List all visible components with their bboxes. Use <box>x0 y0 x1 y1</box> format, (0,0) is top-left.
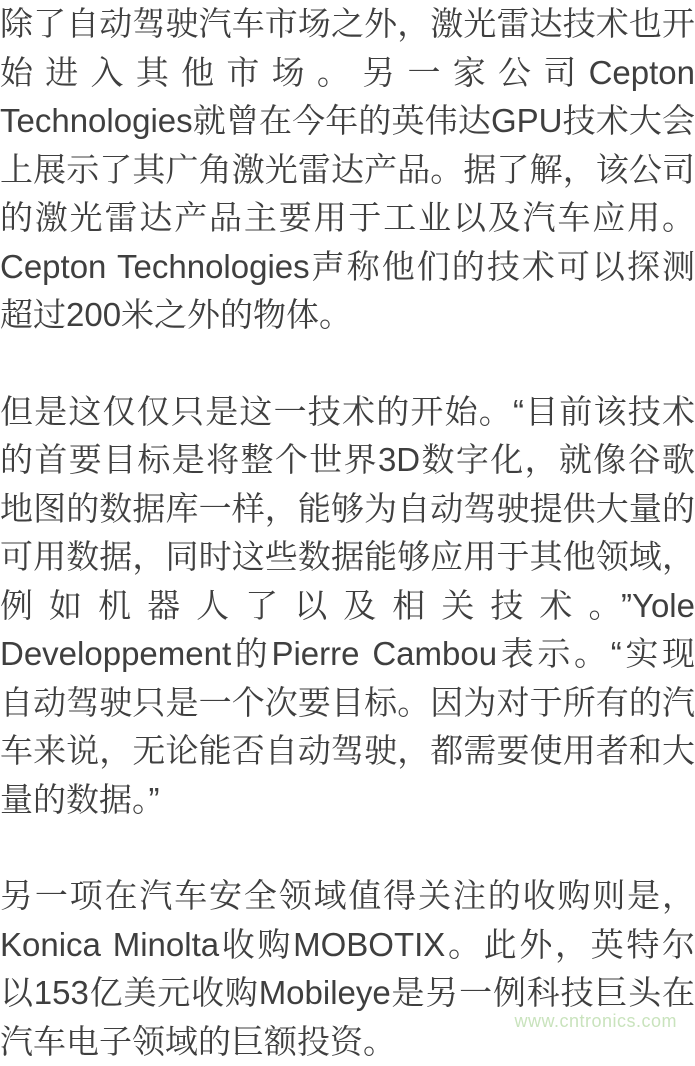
paragraph: 除了自动驾驶汽车市场之外，激光雷达技术也开始进入其他市场。另一家公司Cepton Technologies就曾在今年的英伟达GPU技术大会上展示了其广角激光雷达产品。据了解，该公司的激光雷达产品主要用于工业以及汽车应用。Cepton Technologies声称他们的技术可以探测超过200米之外的物体。 <box>0 5 695 333</box>
paragraph: 另一项在汽车安全领域值得关注的收购则是，Konica Minolta收购MOBOTIX。此外，英特尔以153亿美元收购Mobileye是另一例科技巨头在汽车电子领域的巨额投资。 <box>0 877 695 1060</box>
watermark-url: www.cntronics.com <box>514 1011 677 1031</box>
paragraph: 但是这仅仅只是这一技术的开始。“目前该技术的首要目标是将整个世界3D数字化，就像谷歌地图的数据库一样，能够为自动驾驶提供大量的可用数据，同时这些数据能够应用于其他领域，例如机器人了以及相关技术。”Yole Developpement的Pierre Cambou表示。“实现自动驾驶只是一个次要目标。因为对于所有的汽车来说，无论能否自动驾驶，都需要使用者和大量的数据。” <box>0 392 695 818</box>
